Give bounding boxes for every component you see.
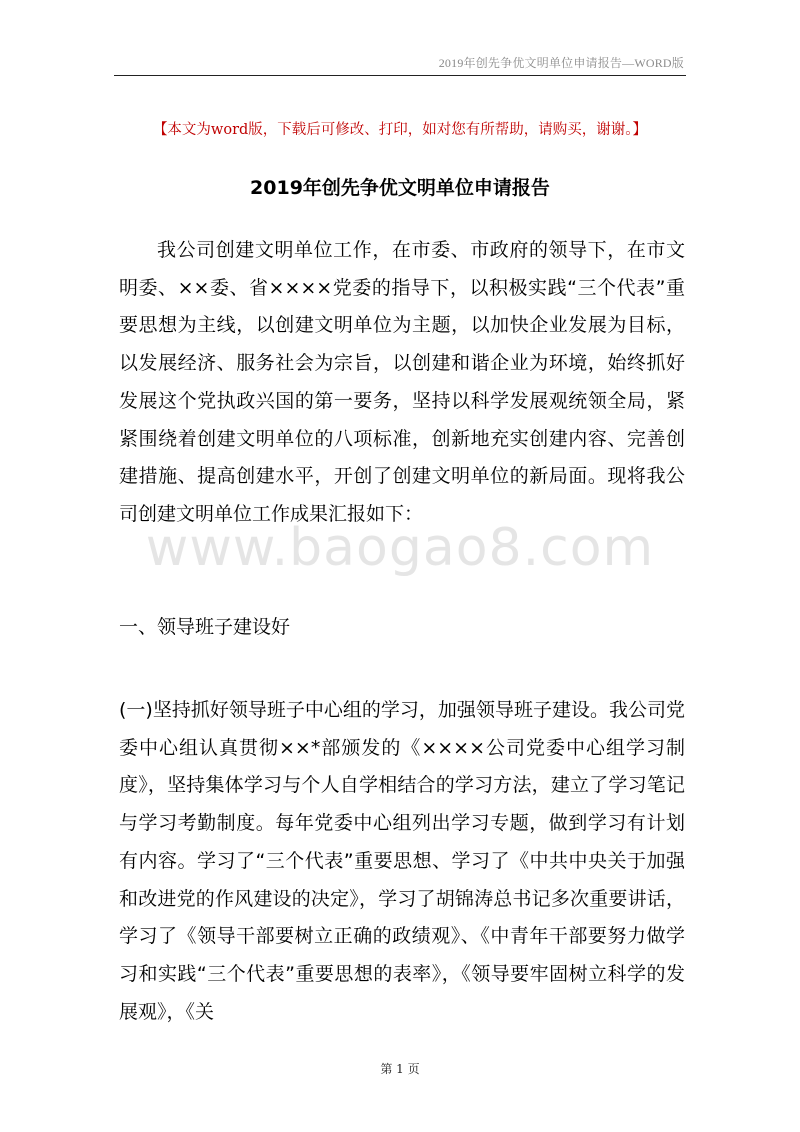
- section-heading: 一、领导班子建设好: [119, 616, 291, 638]
- header-divider: [114, 75, 686, 76]
- watermark: www.baogao8.com: [145, 518, 655, 578]
- page-number: 第 1 页: [380, 1062, 420, 1076]
- purchase-notice: 【本文为word版，下载后可修改、打印，如对您有所帮助，请购买，谢谢。】: [152, 122, 648, 138]
- section-paragraph: (一)坚持抓好领导班子中心组的学习，加强领导班子建设。我公司党委中心组认真贯彻××*部颁发的《××××公司党委中心组学习制度》，坚持集体学习与个人自学相结合的学习方法，建立了学习笔记与学习考勤制度。每年党委中心组列出学习专题，做到学习有计划有内容。学习了“三个代表”重要思想、学习了《中共中央关于加强和改进党的作风建设的决定》，学习了胡锦涛总书记多次重要讲话，学习了《领导干部要树立正确的政绩观》、《中青年干部要努力做学习和实践“三个代表”重要思想的表率》，《领导要牢固树立科学的发展观》，《关: [119, 699, 685, 1023]
- running-header: 2019年创先争优文明单位申请报告—WORD版: [438, 56, 684, 70]
- document-title: 2019年创先争优文明单位申请报告: [250, 177, 550, 199]
- intro-paragraph: 我公司创建文明单位工作，在市委、市政府的领导下，在市文明委、××委、省××××党委的指导下，以积极实践“三个代表”重要思想为主线，以创建文明单位为主题，以加快企业发展为目标，以发展经济、服务社会为宗旨，以创建和谐企业为环境，始终抓好发展这个党执政兴国的第一要务，坚持以科学发展观统领全局，紧紧围绕着创建文明单位的八项标准，创新地充实创建内容、完善创建措施、提高创建水平，开创了创建文明单位的新局面。现将我公司创建文明单位工作成果汇报如下：: [119, 239, 685, 525]
